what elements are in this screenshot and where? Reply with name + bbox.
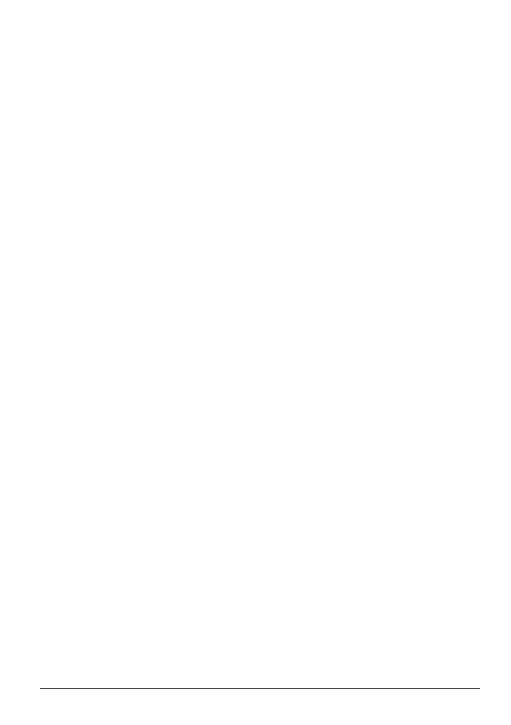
footer-rule: [40, 688, 480, 689]
page-footer: [40, 688, 480, 712]
